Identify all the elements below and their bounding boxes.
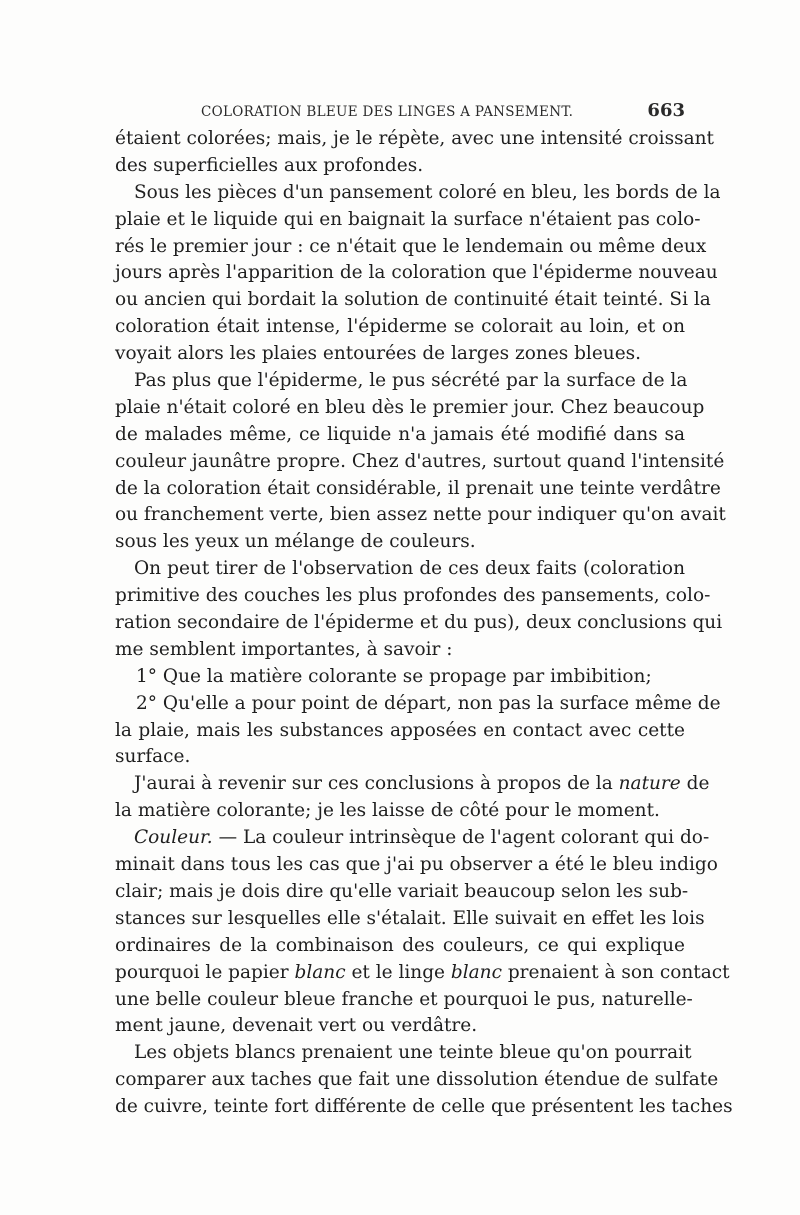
text-line	[115, 960, 730, 987]
list-item-line: 1° Que la matière colorante se propage par imbibition;	[136, 665, 652, 687]
text-line: rés le premier jour : ce n'était que le lendemain ou même deux	[115, 235, 707, 257]
text-line: jours après l'apparition de la coloration que l'épiderme nouveau	[115, 262, 718, 284]
text-line: de malades même, ce liquide n'a jamais été modifié dans sa	[115, 423, 685, 445]
text-line: clair; mais je dois dire qu'elle variait beaucoup selon les sub-	[115, 880, 689, 902]
text-line: couleur jaunâtre propre. Chez d'autres, surtout quand l'intensité	[115, 450, 725, 472]
paragraph-start-line: On peut tirer de l'observation de ces deux faits (coloration	[134, 558, 685, 580]
text-line: des superficielles aux profondes.	[115, 154, 424, 176]
text-segment: et le linge	[345, 961, 451, 983]
text-line: ou franchement verte, bien assez nette pour indiquer qu'on avait	[115, 504, 726, 526]
paragraph-start-line: Sous les pièces d'un pansement coloré en bleu, les bords de la	[134, 181, 721, 203]
italic-term: blanc	[450, 961, 502, 983]
text-line: sous les yeux un mélange de couleurs.	[115, 531, 476, 553]
text-line: stances sur lesquelles elle s'étalait. Elle suivait en effet les lois	[115, 907, 705, 929]
text-line: étaient colorées; mais, je le répète, avec une intensité croissant	[115, 128, 714, 149]
text-line: une belle couleur bleue franche et pourquoi le pus, naturelle-	[115, 988, 693, 1010]
paragraph-start-line: Les objets blancs prenaient une teinte bleue qu'on pourrait	[134, 1042, 692, 1064]
body-text	[115, 126, 733, 1121]
page-header	[115, 100, 685, 124]
text-line: ment jaune, devenait vert ou verdâtre.	[115, 1015, 478, 1037]
text-line: ordinaires de la combinaison des couleurs, ce qui explique	[115, 934, 685, 956]
paragraph-start-line	[115, 771, 710, 798]
text-line: coloration était intense, l'épiderme se colorait au loin, et on	[115, 316, 685, 338]
text-line: plaie n'était coloré en bleu dès le premier jour. Chez beaucoup	[115, 396, 705, 418]
text-line: la plaie, mais les substances apposées en contact avec cette	[115, 719, 685, 741]
section-heading-line	[115, 825, 710, 852]
text-line: plaie et le liquide qui en baignait la surface n'étaient pas colo-	[115, 208, 701, 230]
text-line: me semblent importantes, à savoir :	[115, 638, 453, 660]
section-heading: Couleur.	[134, 827, 213, 849]
text-line: comparer aux taches que fait une dissolution étendue de sulfate	[115, 1069, 719, 1091]
text-line: ou ancien qui bordait la solution de continuité était teinté. Si la	[115, 289, 711, 311]
text-line: voyait alors les plaies entourées de larges zones bleues.	[115, 343, 642, 365]
text-segment: — La couleur intrinsèque de l'agent colorant qui do-	[212, 827, 710, 849]
text-line: de la coloration était considérable, il prenait une teinte verdâtre	[115, 477, 721, 499]
text-line: la matière colorante; je les laisse de côté pour le moment.	[115, 800, 660, 822]
page-number: 663	[647, 100, 685, 121]
running-title: COLORATION BLEUE DES LINGES A PANSEMENT.	[201, 104, 574, 120]
text-line: primitive des couches les plus profondes des pansements, colo-	[115, 585, 711, 607]
text-segment: de	[680, 773, 710, 795]
italic-term: blanc	[294, 961, 346, 983]
paragraph-start-line: Pas plus que l'épiderme, le pus sécrété par la surface de la	[134, 370, 688, 392]
list-item-line: 2° Qu'elle a pour point de départ, non pas la surface même de	[136, 692, 721, 714]
text-segment: J'aurai à revenir sur ces conclusions à propos de la	[134, 773, 619, 795]
text-line: de cuivre, teinte fort différente de celle que présentent les taches	[115, 1096, 733, 1118]
text-line: surface.	[115, 746, 191, 768]
text-segment: pourquoi le papier	[115, 961, 295, 983]
italic-term: nature	[618, 773, 681, 795]
text-line: minait dans tous les cas que j'ai pu observer a été le bleu indigo	[115, 854, 718, 876]
text-segment: prenaient à son contact	[501, 961, 730, 983]
text-line: ration secondaire de l'épiderme et du pus), deux conclusions qui	[115, 612, 723, 634]
